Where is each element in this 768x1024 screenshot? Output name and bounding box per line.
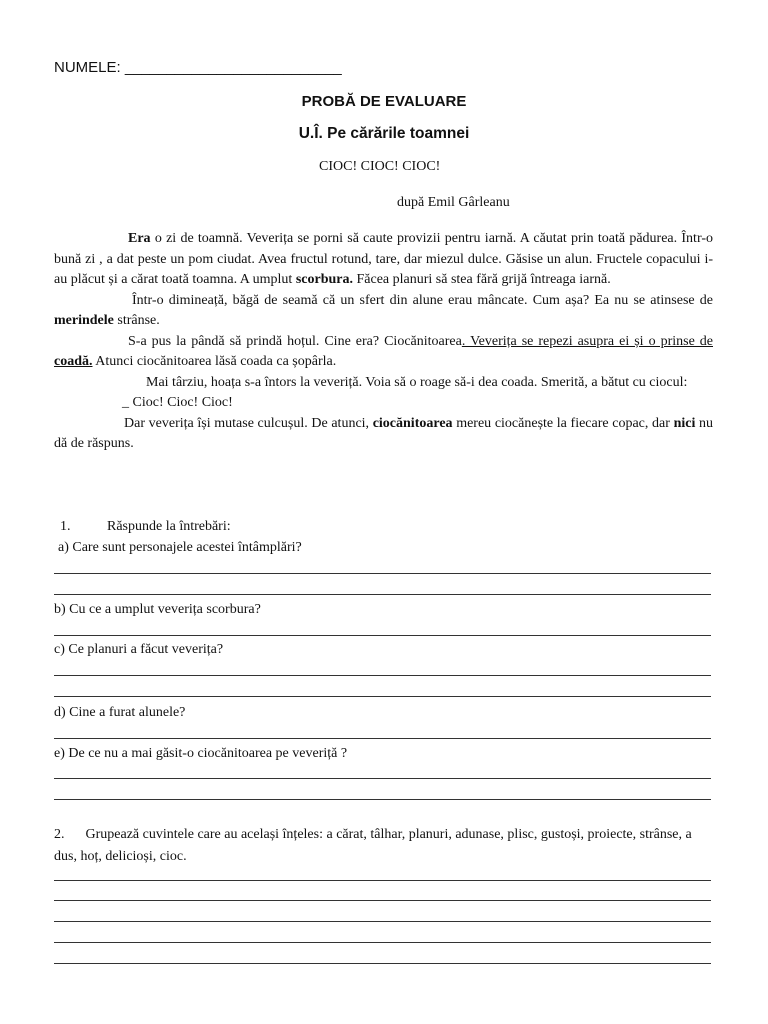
page-title: PROBĂ DE EVALUARE xyxy=(301,93,467,110)
answer-line[interactable] xyxy=(54,635,711,636)
question-d: d) Cine a furat alunele? xyxy=(54,705,186,720)
story-paragraph-4: Mai târziu, hoața s-a întors la veveriță. Voia să o roage să-i dea coada. Smerită, a bătut cu ciocul: xyxy=(146,374,688,390)
question-c: c) Ce planuri a făcut veverița? xyxy=(54,642,224,657)
story-text xyxy=(54,229,713,455)
answer-line[interactable] xyxy=(54,738,711,739)
text-span: Atunci ciocănitoarea lăsă coada ca șopârla. xyxy=(92,354,337,369)
exercise-2-text: Grupează cuvintele care au același înțeles: a cărat, tâlhar, planuri, adunase, plisc, gustoși, proiecte, strânse, a dus, hoț, delicioși, cioc. xyxy=(54,827,692,864)
bold-word: ciocănitoarea xyxy=(372,415,453,431)
answer-line[interactable] xyxy=(54,573,711,574)
story-paragraph-6 xyxy=(54,414,713,455)
story-paragraph-1 xyxy=(54,229,713,291)
name-blank[interactable]: __________________________ xyxy=(124,59,342,76)
story-title: CIOC! CIOC! CIOC! xyxy=(319,159,441,174)
unit-subtitle: U.Î. Pe cărările toamnei xyxy=(298,125,470,142)
bold-word: merindele xyxy=(54,313,114,328)
text-span: Dar veverița își mutase culcușul. De atunci, xyxy=(124,415,373,431)
answer-line[interactable] xyxy=(54,594,711,595)
text-span: nu dă de răspuns. xyxy=(54,415,714,451)
answer-line[interactable] xyxy=(54,921,711,922)
text-span: Făcea planuri să stea fără grijă întreaga iarnă. xyxy=(353,272,611,287)
bold-word: scorbura. xyxy=(295,272,353,287)
answer-line[interactable] xyxy=(54,675,711,676)
exercise-2-number: 2. xyxy=(54,827,65,842)
answer-line[interactable] xyxy=(54,900,711,901)
answer-line[interactable] xyxy=(54,696,711,697)
text-span: Într-o dimineață, băgă de seamă că un sfert din alune erau mâncate. Cum așa? Ea nu se atinsese de xyxy=(132,292,713,308)
bold-word: Era xyxy=(128,231,151,246)
exercise-1-instruction: Răspunde la întrebări: xyxy=(107,519,231,534)
name-field xyxy=(54,58,342,79)
exercise-2 xyxy=(54,824,713,868)
question-e: e) De ce nu a mai găsit-o ciocănitoarea pe veveriță ? xyxy=(54,746,348,761)
answer-line[interactable] xyxy=(54,799,711,800)
exercise-1-number: 1. xyxy=(60,519,71,534)
answer-line[interactable] xyxy=(54,963,711,964)
text-span: mereu ciocănește la fiecare copac, dar xyxy=(452,415,674,431)
question-a: a) Care sunt personajele acestei întâmplări? xyxy=(58,540,302,555)
answer-line[interactable] xyxy=(54,880,711,881)
underlined-text: . Veverița se repezi asupra ei și o prinse de xyxy=(461,333,713,349)
name-label: NUMELE: xyxy=(54,59,125,76)
underlined-bold-word: coadă. xyxy=(54,354,93,369)
answer-line[interactable] xyxy=(54,942,711,943)
text-span: o zi de toamnă. Veverița se porni să caute provizii pentru iarnă. A căutat prin toată pădurea. Într-o bună zi , a dat peste un pom ciudat. Avea fructul rotund, tare, dar miezul dulce. Găsise un alun. Fructele copacului i-au plăcut și a cărat toată toamna. A umplut xyxy=(54,231,713,287)
story-paragraph-2 xyxy=(54,291,713,332)
question-b: b) Cu ce a umplut veverița scorbura? xyxy=(54,602,261,617)
story-paragraph-3 xyxy=(54,332,713,373)
story-author: după Emil Gârleanu xyxy=(397,195,510,210)
text-span: strânse. xyxy=(113,313,160,328)
text-span: S-a pus la pândă să prindă hoțul. Cine era? Ciocănitoarea xyxy=(128,333,462,349)
answer-line[interactable] xyxy=(54,778,711,779)
story-paragraph-5: _ Cioc! Cioc! Cioc! xyxy=(122,395,233,410)
bold-word: nici xyxy=(673,415,696,431)
